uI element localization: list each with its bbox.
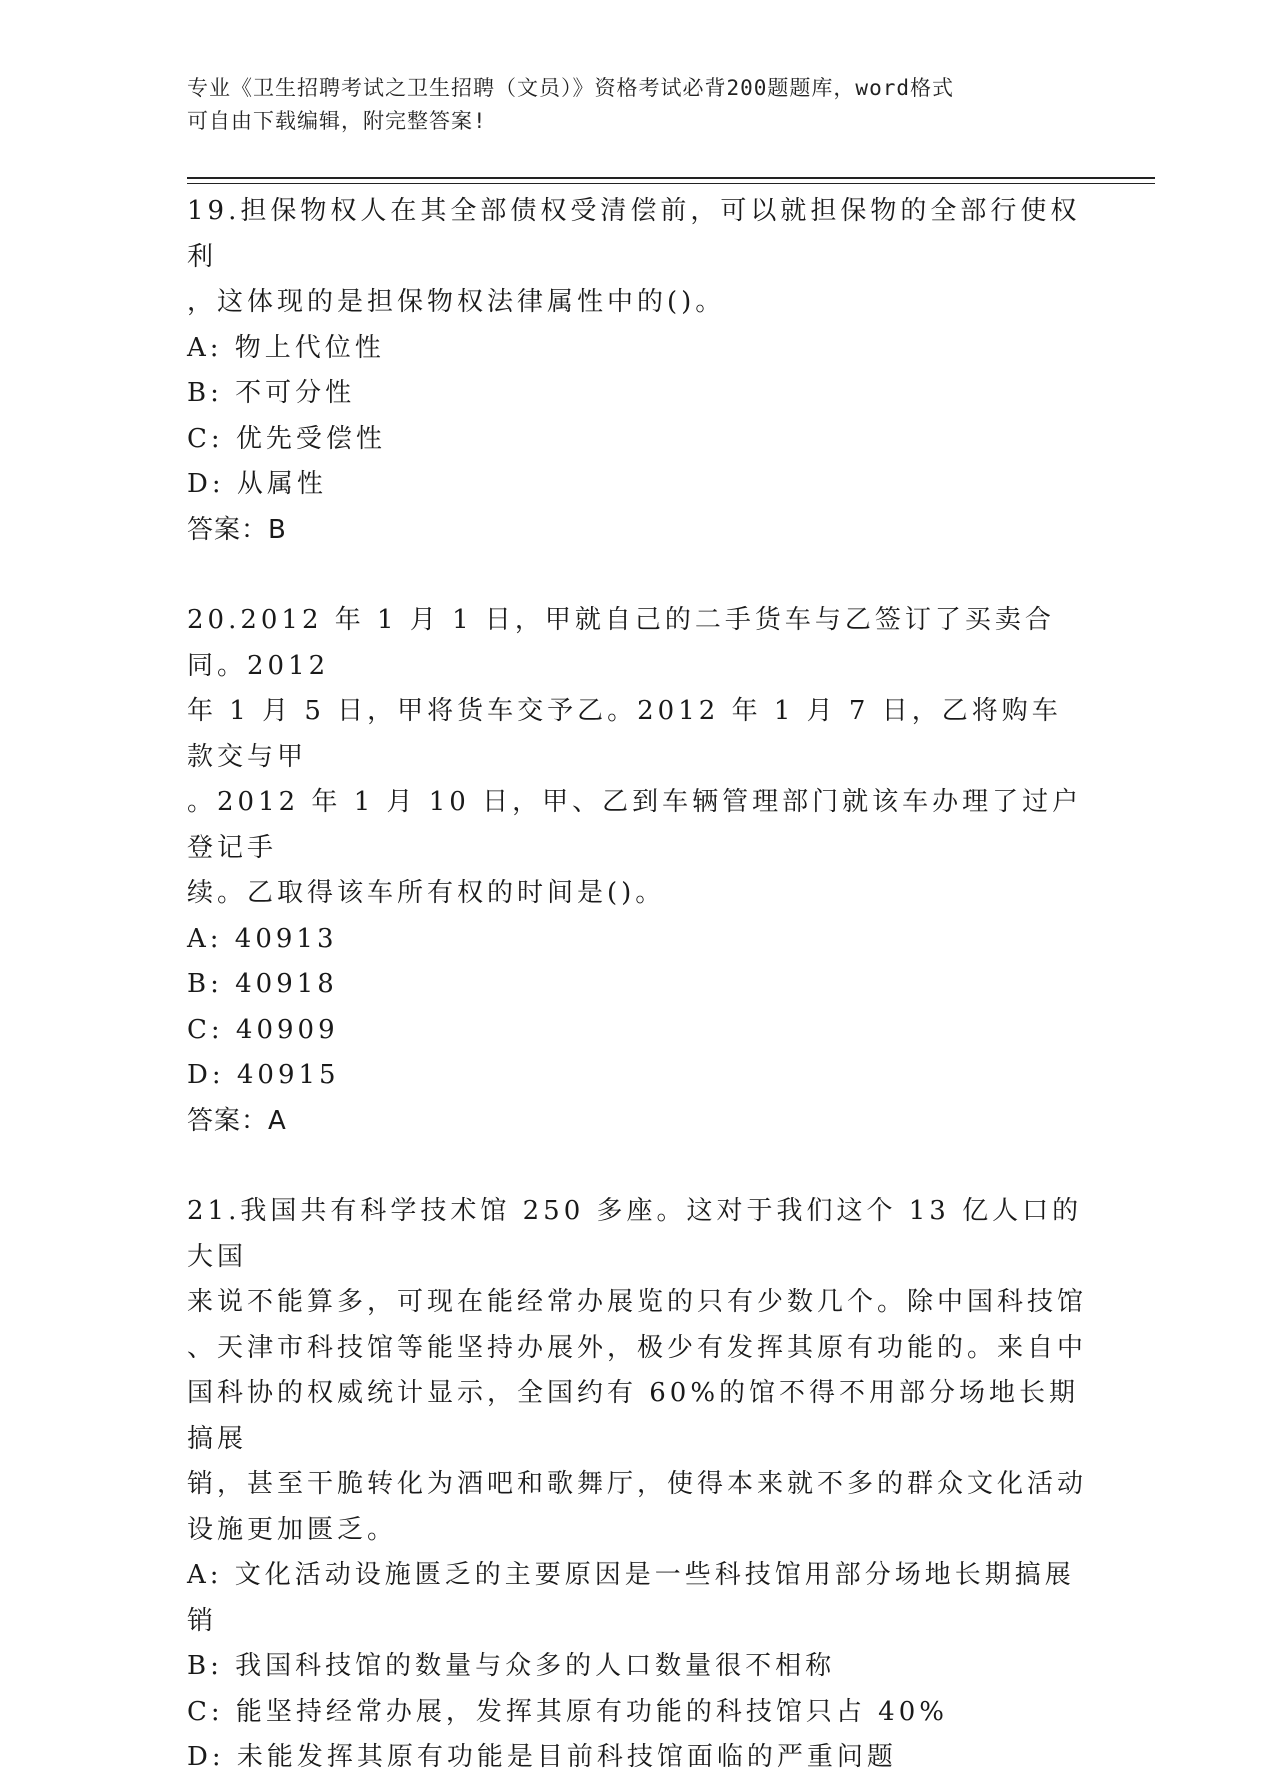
question-text-line: 21.我国共有科学技术馆 250 多座。这对于我们这个 13 亿人口的大国 [187, 1196, 1083, 1272]
answer: 答案：A [187, 1105, 287, 1136]
question-text-line: 19.担保物权人在其全部债权受清偿前，可以就担保物的全部行使权利 [187, 196, 1081, 272]
header-line-1: 专业《卫生招聘考试之卫生招聘（文员）》资格考试必背200题题库，word格式 [187, 76, 954, 100]
question-text-line: 。2012 年 1 月 10 日，甲、乙到车辆管理部门就该车办理了过户登记手 [187, 787, 1083, 863]
header-divider-thick [187, 177, 1155, 179]
question-text-line: 、天津市科技馆等能坚持办展外，极少有发挥其原有功能的。来自中 [187, 1332, 1088, 1363]
question-text-line: 设施更加匮乏。 [187, 1514, 398, 1545]
option-a: A: 物上代位性 [187, 332, 385, 363]
answer: 答案：B [187, 514, 287, 545]
question-text-line: 来说不能算多，可现在能经常办展览的只有少数几个。除中国科技馆 [187, 1287, 1088, 1317]
option-b: B: 40918 [187, 969, 338, 999]
document-body [187, 189, 1087, 1781]
question-19 [187, 189, 1087, 553]
spacer [187, 553, 1087, 598]
header-divider-thin [187, 183, 1155, 184]
question-text-line: 国科协的权威统计显示，全国约有 60%的馆不得不用部分场地长期搞展 [187, 1378, 1080, 1454]
option-d: D: 40915 [187, 1060, 340, 1090]
option-c: C: 能坚持经常办展，发挥其原有功能的科技馆只占 40% [187, 1696, 948, 1727]
option-d: D: 未能发挥其原有功能是目前科技馆面临的严重问题 [187, 1742, 897, 1772]
question-text-line: 销，甚至干脆转化为酒吧和歌舞厅，使得本来就不多的群众文化活动 [187, 1469, 1088, 1499]
option-c: C: 优先受偿性 [187, 423, 386, 454]
option-b: B: 不可分性 [187, 378, 356, 408]
question-21 [187, 1189, 1087, 1781]
option-b: B: 我国科技馆的数量与众多的人口数量很不相称 [187, 1651, 836, 1681]
question-text-line: ，这体现的是担保物权法律属性中的()。 [187, 287, 726, 317]
document-header [187, 72, 1087, 138]
question-text-line: 年 1 月 5 日，甲将货车交予乙。2012 年 1 月 7 日，乙将购车款交与甲 [187, 696, 1062, 772]
question-text-line: 20.2012 年 1 月 1 日，甲就自己的二手货车与乙签订了买卖合同。2012 [187, 605, 1055, 681]
option-d: D: 从属性 [187, 469, 327, 499]
spacer [187, 1144, 1087, 1189]
option-a: A: 40913 [187, 923, 338, 954]
header-line-2: 可自由下载编辑，附完整答案! [187, 109, 487, 133]
option-c: C: 40909 [187, 1014, 339, 1045]
question-text-line: 续。乙取得该车所有权的时间是()。 [187, 878, 666, 908]
question-20 [187, 598, 1087, 1144]
option-a: A: 文化活动设施匮乏的主要原因是一些科技馆用部分场地长期搞展销 [187, 1560, 1075, 1636]
